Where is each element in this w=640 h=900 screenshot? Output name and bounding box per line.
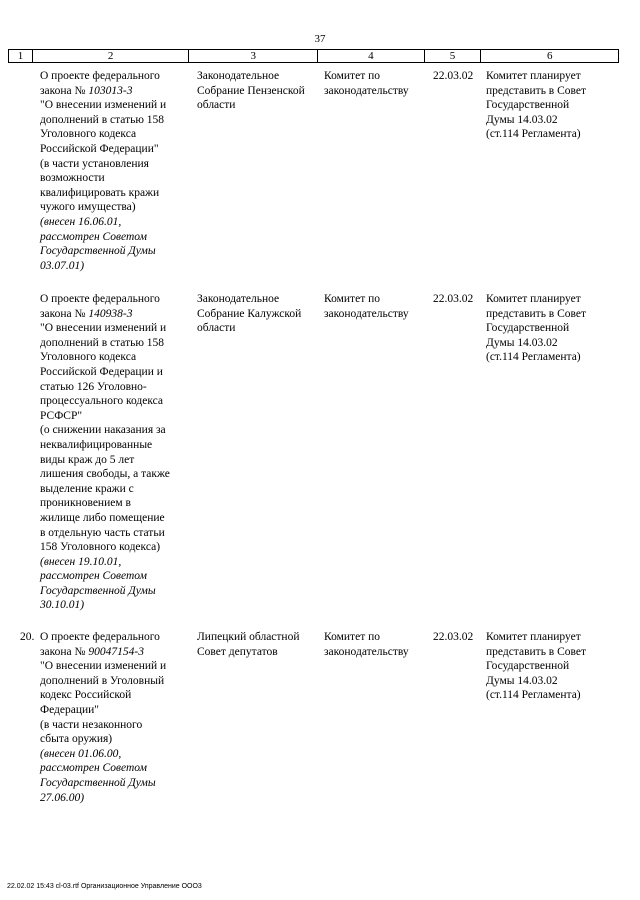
status-line: Думы 14.03.02 bbox=[486, 113, 558, 126]
bill-note-line: (внесен 01.06.00, bbox=[40, 747, 122, 760]
status-line: Комитет планирует bbox=[486, 631, 581, 643]
committee-line: законодательству bbox=[324, 84, 409, 97]
bill-title-line: О проекте федерального bbox=[40, 631, 160, 643]
bill-description-line: возможности bbox=[40, 172, 105, 185]
bill-number-line bbox=[40, 307, 196, 322]
bill-description-line: проникновением в bbox=[40, 497, 131, 510]
status-line: Комитет планирует bbox=[486, 70, 581, 82]
bill-description-line: виды краж до 5 лет bbox=[40, 453, 135, 466]
deadline-date: 22.03.02 bbox=[433, 70, 474, 82]
bill-note-line: рассмотрен Советом bbox=[40, 762, 147, 775]
deadline-date: 22.03.02 bbox=[433, 293, 474, 305]
bill-description-line: "О внесении изменений и bbox=[40, 660, 167, 673]
bill-number: 140938-3 bbox=[88, 307, 133, 320]
author-line: Липецкий областной bbox=[197, 631, 300, 643]
header-col-6: 6 bbox=[546, 50, 553, 62]
bill-author bbox=[197, 630, 325, 659]
bill-description-line: процессуального кодекса bbox=[40, 395, 164, 408]
bill-description-line: (в части установления bbox=[40, 157, 149, 170]
bill-author bbox=[197, 292, 325, 336]
row-number: 20. bbox=[20, 631, 35, 643]
bill-description-line: квалифицировать кражи bbox=[40, 186, 160, 199]
bill-description-line: Уголовного кодекса bbox=[40, 128, 137, 141]
bill-description-line: кодекс Российской bbox=[40, 689, 132, 702]
author-line: Законодательное bbox=[197, 70, 280, 82]
bill-number-prefix: закона № bbox=[40, 645, 89, 658]
bill-note-line: (внесен 16.06.01, bbox=[40, 215, 122, 228]
header-col-2: 2 bbox=[33, 50, 189, 62]
author-line: области bbox=[197, 99, 236, 112]
bill-number: 103013-3 bbox=[88, 84, 133, 97]
bill-description-line: неквалифицированные bbox=[40, 438, 153, 451]
status-line: Государственной bbox=[486, 660, 570, 673]
bill-description-line: Уголовного кодекса bbox=[40, 351, 137, 364]
bill-description-line: чужого имущества) bbox=[40, 201, 136, 214]
footer-info: 22.02.02 15:43 сl-03.rtf Организационное Управление ООО3 bbox=[7, 883, 202, 890]
bill-note-line: 30.10.01) bbox=[40, 599, 85, 612]
bill-note-line: рассмотрен Советом bbox=[40, 570, 147, 583]
responsible-committee bbox=[324, 630, 428, 659]
status-note bbox=[486, 630, 616, 703]
table-header bbox=[8, 49, 619, 63]
bill-number: 90047154-3 bbox=[88, 645, 144, 658]
status-line: (ст.114 Регламента) bbox=[486, 351, 581, 364]
header-col-5: 5 bbox=[425, 50, 482, 62]
bill-note-line: Государственной Думы bbox=[40, 245, 156, 258]
responsible-committee bbox=[324, 69, 428, 98]
bill-note-line: 03.07.01) bbox=[40, 259, 85, 272]
header-col-3: 3 bbox=[189, 50, 318, 62]
author-line: Совет депутатов bbox=[197, 645, 278, 658]
status-note bbox=[486, 292, 616, 365]
bill-description bbox=[40, 630, 196, 805]
committee-line: законодательству bbox=[324, 307, 409, 320]
bill-description bbox=[40, 69, 196, 273]
status-line: Думы 14.03.02 bbox=[486, 674, 558, 687]
bill-description-line: жилище либо помещение bbox=[40, 511, 165, 524]
bill-description-line: 158 Уголовного кодекса) bbox=[40, 541, 161, 554]
bill-description-line: "О внесении изменений и bbox=[40, 99, 167, 112]
bill-description-line: дополнений в статью 158 bbox=[40, 336, 165, 349]
bill-author bbox=[197, 69, 325, 113]
bill-description-line: Российской Федерации и bbox=[40, 365, 163, 378]
bill-note-line: 27.06.00) bbox=[40, 791, 85, 804]
bill-number-prefix: закона № bbox=[40, 84, 89, 97]
bill-note-line: Государственной Думы bbox=[40, 776, 156, 789]
status-line: Думы 14.03.02 bbox=[486, 336, 558, 349]
committee-line: Комитет по bbox=[324, 70, 380, 82]
bill-title-line: О проекте федерального bbox=[40, 293, 160, 305]
author-line: области bbox=[197, 322, 236, 335]
responsible-committee bbox=[324, 292, 428, 321]
bill-note-line: рассмотрен Советом bbox=[40, 230, 147, 243]
bill-description-line: (в части незаконного bbox=[40, 718, 143, 731]
deadline-date: 22.03.02 bbox=[433, 631, 474, 643]
bill-description bbox=[40, 292, 196, 613]
status-line: Комитет планирует bbox=[486, 293, 581, 305]
bill-number-line bbox=[40, 84, 196, 99]
bill-description-line: дополнений в Уголовный bbox=[40, 674, 165, 687]
bill-description-line: (о снижении наказания за bbox=[40, 424, 166, 437]
bill-note-line: Государственной Думы bbox=[40, 584, 156, 597]
bill-description-line: дополнений в статью 158 bbox=[40, 113, 165, 126]
bill-description-line: сбыта оружия) bbox=[40, 733, 113, 746]
bill-description-line: статью 126 Уголовно- bbox=[40, 380, 147, 393]
bill-description-line: Федерации" bbox=[40, 703, 100, 716]
committee-line: Комитет по bbox=[324, 631, 380, 643]
header-col-4: 4 bbox=[318, 50, 425, 62]
author-line: Собрание Калужской bbox=[197, 307, 302, 320]
bill-title-line: О проекте федерального bbox=[40, 70, 160, 82]
bill-description-line: РСФСР" bbox=[40, 409, 83, 422]
status-line: представить в Совет bbox=[486, 645, 587, 658]
bill-number-prefix: закона № bbox=[40, 307, 89, 320]
bill-number-line bbox=[40, 645, 196, 660]
bill-description-line: "О внесении изменений и bbox=[40, 322, 167, 335]
author-line: Собрание Пензенской bbox=[197, 84, 305, 97]
committee-line: Комитет по bbox=[324, 293, 380, 305]
header-col-1: 1 bbox=[9, 50, 33, 62]
status-line: (ст.114 Регламента) bbox=[486, 689, 581, 702]
author-line: Законодательное bbox=[197, 293, 280, 305]
status-line: представить в Совет bbox=[486, 307, 587, 320]
bill-description-line: выделение кражи с bbox=[40, 482, 134, 495]
page-number: 37 bbox=[314, 33, 326, 45]
status-line: представить в Совет bbox=[486, 84, 587, 97]
status-note bbox=[486, 69, 616, 142]
bill-description-line: Российской Федерации" bbox=[40, 142, 159, 155]
bill-description-line: лишения свободы, а также bbox=[40, 468, 170, 481]
status-line: (ст.114 Регламента) bbox=[486, 128, 581, 141]
bill-description-line: в отдельную часть статьи bbox=[40, 526, 165, 539]
committee-line: законодательству bbox=[324, 645, 409, 658]
status-line: Государственной bbox=[486, 322, 570, 335]
bill-note-line: (внесен 19.10.01, bbox=[40, 555, 122, 568]
status-line: Государственной bbox=[486, 99, 570, 112]
